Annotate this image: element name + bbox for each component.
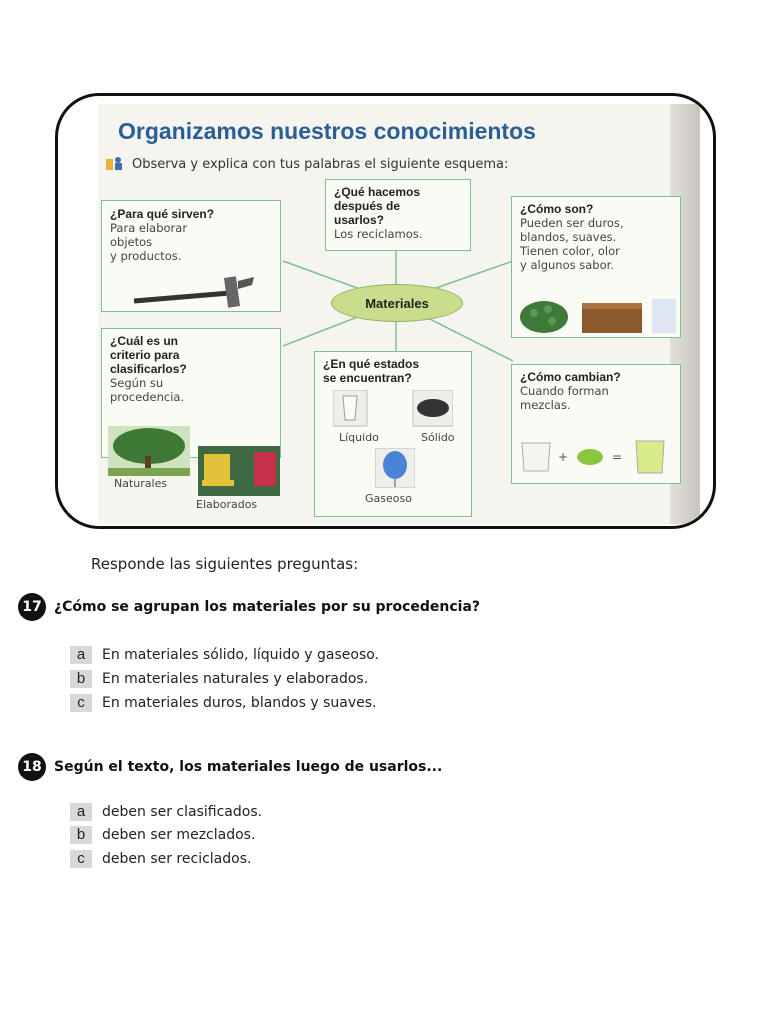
question-18 bbox=[18, 753, 442, 781]
option-letter: c bbox=[70, 850, 92, 868]
option-letter: c bbox=[70, 694, 92, 712]
question-17 bbox=[18, 593, 480, 621]
option-letter: b bbox=[70, 826, 92, 844]
balloon-icon bbox=[375, 448, 415, 488]
box-como-cambian bbox=[511, 364, 681, 484]
question-text: Según el texto, los materiales luego de usarlos... bbox=[54, 759, 443, 775]
question-line: después de bbox=[334, 199, 401, 213]
answer-line: Para elaborar bbox=[110, 221, 188, 235]
option-text: deben ser clasificados. bbox=[102, 804, 263, 820]
chairs-photo bbox=[198, 446, 280, 496]
label-solido: Sólido bbox=[421, 431, 455, 444]
label-liquido: Líquido bbox=[339, 431, 379, 444]
answer-line: Los reciclamos. bbox=[334, 227, 423, 241]
scheme-title: Organizamos nuestros conocimientos bbox=[118, 118, 536, 144]
option-text: En materiales naturales y elaborados. bbox=[102, 671, 369, 687]
svg-text:+: + bbox=[558, 450, 569, 464]
question-como-cambian: ¿Cómo cambian? bbox=[520, 370, 621, 384]
svg-text:=: = bbox=[612, 450, 623, 464]
option-18-c[interactable] bbox=[70, 850, 251, 868]
label-gaseoso: Gaseoso bbox=[365, 492, 412, 505]
instructions: Responde las siguientes preguntas: bbox=[91, 555, 359, 573]
question-line: ¿Cuál es un bbox=[110, 334, 179, 348]
answer-line: Cuando forman bbox=[520, 384, 609, 398]
question-line: clasificarlos? bbox=[110, 362, 187, 376]
option-17-a[interactable] bbox=[70, 646, 379, 664]
answer-line: procedencia. bbox=[110, 390, 185, 404]
question-line: se encuentran? bbox=[323, 371, 412, 385]
box-para-que-sirven bbox=[101, 200, 281, 312]
option-text: En materiales sólido, líquido y gaseoso. bbox=[102, 647, 380, 663]
materials-pictures bbox=[518, 295, 678, 335]
hammer-icon bbox=[130, 273, 260, 309]
scheme-instruction-text: Observa y explica con tus palabras el siguiente esquema: bbox=[132, 157, 509, 172]
mixture-pictures bbox=[518, 437, 678, 477]
answer-line: Pueden ser duros, bbox=[520, 216, 624, 230]
tree-photo bbox=[108, 426, 190, 476]
box-como-son bbox=[511, 196, 681, 338]
center-materiales: Materiales bbox=[331, 284, 463, 322]
option-text: deben ser reciclados. bbox=[102, 851, 252, 867]
answer-line: Tienen color, olor bbox=[520, 244, 620, 258]
option-18-b[interactable] bbox=[70, 826, 255, 844]
question-line: ¿Qué hacemos bbox=[334, 185, 421, 199]
question-number-badge: 18 bbox=[18, 753, 46, 781]
option-text: En materiales duros, blandos y suaves. bbox=[102, 695, 377, 711]
question-line: ¿En qué estados bbox=[323, 357, 420, 371]
option-17-c[interactable] bbox=[70, 694, 376, 712]
question-para-que: ¿Para qué sirven? bbox=[110, 207, 215, 221]
answer-line: mezclas. bbox=[520, 398, 571, 412]
answer-line: y productos. bbox=[110, 249, 182, 263]
option-letter: b bbox=[70, 670, 92, 688]
answer-line: y algunos sabor. bbox=[520, 258, 614, 272]
states-pictures bbox=[333, 390, 453, 430]
box-estados bbox=[314, 351, 472, 517]
question-text: ¿Cómo se agrupan los materiales por su procedencia? bbox=[54, 599, 481, 615]
option-text: deben ser mezclados. bbox=[102, 827, 256, 843]
question-number-badge: 17 bbox=[18, 593, 46, 621]
question-como-son: ¿Cómo son? bbox=[520, 202, 594, 216]
label-elaborados: Elaborados bbox=[196, 498, 258, 511]
answer-line: Según su bbox=[110, 376, 164, 390]
answer-line: blandos, suaves. bbox=[520, 230, 617, 244]
label-naturales: Naturales bbox=[114, 477, 168, 490]
scheme-frame bbox=[55, 93, 716, 529]
question-line: criterio para bbox=[110, 348, 180, 362]
option-letter: a bbox=[70, 646, 92, 664]
box-despues-de-usarlos bbox=[325, 179, 471, 251]
option-18-a[interactable] bbox=[70, 803, 262, 821]
option-letter: a bbox=[70, 803, 92, 821]
question-line: usarlos? bbox=[334, 213, 385, 227]
option-17-b[interactable] bbox=[70, 670, 368, 688]
answer-line: objetos bbox=[110, 235, 153, 249]
